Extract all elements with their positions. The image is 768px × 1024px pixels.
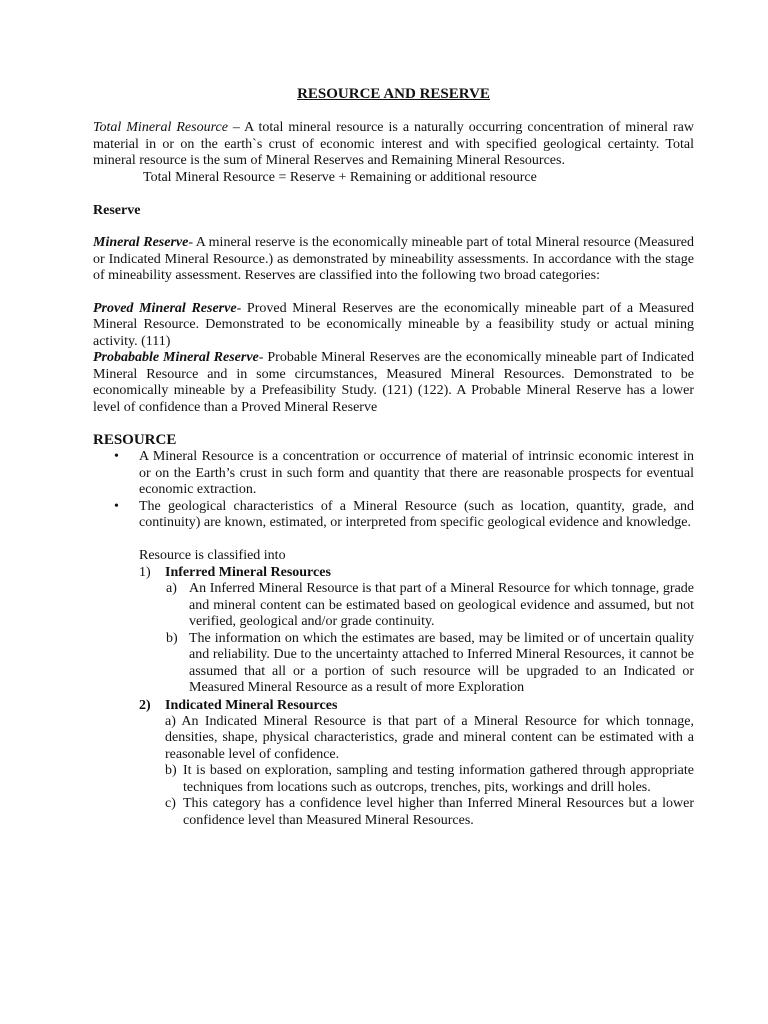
document-title: RESOURCE AND RESERVE — [297, 86, 490, 102]
inferred-heading — [93, 564, 694, 581]
proved-reserve-term: Proved Mineral Reserve — [93, 300, 237, 316]
proved-reserve-paragraph — [93, 301, 694, 351]
list-item — [93, 499, 694, 532]
item-text: This category has a confidence level higher than Inferred Mineral Resources but a lower confidence level than Measured Mineral Resources. — [183, 796, 694, 828]
resource-equation: Total Mineral Resource = Reserve + Remaining or additional resource — [143, 169, 537, 185]
resource-bullet-list — [93, 449, 694, 532]
indicated-title: Indicated Mineral Resources — [165, 697, 338, 713]
item-letter: c) — [165, 796, 176, 811]
item-letter: a) — [166, 581, 177, 596]
bullet-text: The geological characteristics of a Mineral Resource (such as location, quantity, grade, and continuity) are known, estimated, or interpreted from specific geological evidence and knowledge. — [139, 498, 694, 530]
indicated-heading — [93, 697, 694, 714]
list-item — [93, 581, 694, 631]
inferred-title: Inferred Mineral Resources — [165, 565, 331, 580]
probable-reserve-paragraph — [93, 350, 694, 416]
reserve-heading: Reserve — [93, 203, 141, 218]
item-text: An Inferred Mineral Resource is that part of a Mineral Resource for which tonnage, grade and mineral content can be estimated based on geological evidence and assumed, but not verified, geological and/or grade continuity. — [189, 581, 694, 629]
bullet-text: A Mineral Resource is a concentration or occurrence of material of intrinsic economic interest in or on the Earth’s crust in such form and quantity that there are reasonable prospects for eventual economic extraction. — [139, 449, 694, 497]
intro-paragraph — [93, 120, 694, 170]
proved-reserve-text: - Proved Mineral Reserves are the economically mineable part of a Measured Mineral Resource. Demonstrated to be economically mineable by a feasibility study or actual mining activity. (111) — [93, 300, 694, 349]
list-item — [93, 763, 694, 796]
bullet-icon: • — [114, 498, 119, 514]
classified-intro: Resource is classified into — [139, 547, 286, 563]
list-item — [93, 449, 694, 499]
indicated-number: 2) — [139, 697, 151, 713]
bullet-icon: • — [114, 449, 119, 464]
mineral-reserve-paragraph — [93, 235, 694, 285]
probable-reserve-term: Probabable Mineral Reserve — [93, 350, 259, 365]
mineral-reserve-text: - A mineral reserve is the economically mineable part of total Mineral resource (Measured or Indicated Mineral Resource.) as demonstrated by mineability assessments. In accordance with the stage of mineability assessment. Reserves are classified into the following two broad categories: — [93, 235, 694, 283]
item-text: It is based on exploration, sampling and testing information gathered through appropriate techniques from locations such as outcrops, trenches, pits, workings and drill holes. — [183, 763, 694, 795]
inferred-number: 1) — [139, 565, 151, 580]
intro-term: Total Mineral Resource — [93, 120, 228, 135]
item-letter: b) — [165, 763, 177, 778]
item-text: The information on which the estimates are based, may be limited or of uncertain quality and reliability. Due to the uncertainty attached to Inferred Mineral Resources, it cannot be assumed that all or a portion of such resource will be upgraded to an Indicated or Measured Mineral Resource as a result of more Exploration — [189, 630, 694, 695]
list-item — [93, 796, 694, 829]
intro-text: – A total mineral resource is a naturally occurring concentration of mineral raw material in or on the earth`s crust of economic interest and with specified geological certainty. Total mineral resource is the sum of Mineral Reserves and Remaining Mineral Resources. — [93, 120, 694, 168]
probable-reserve-text: - Probable Mineral Reserves are the economically mineable part of Indicated Mineral Resource and in some circumstances, Measured Mineral Resources. Demonstrated to be economically mineable by a Prefeasibility Study. (121) (122). A Probable Mineral Reserve has a lower level of confidence than a Proved Mineral Reserve — [93, 350, 694, 415]
resource-heading: RESOURCE — [93, 432, 177, 448]
item-letter: b) — [166, 630, 178, 646]
mineral-reserve-term: Mineral Reserve — [93, 235, 189, 250]
indicated-item-a: a) An Indicated Mineral Resource is that part of a Mineral Resource for which tonnage, densities, shape, physical characteristics, grade and mineral content can be estimated with a reasonable level of confidence. — [165, 713, 694, 762]
list-item — [93, 631, 694, 697]
